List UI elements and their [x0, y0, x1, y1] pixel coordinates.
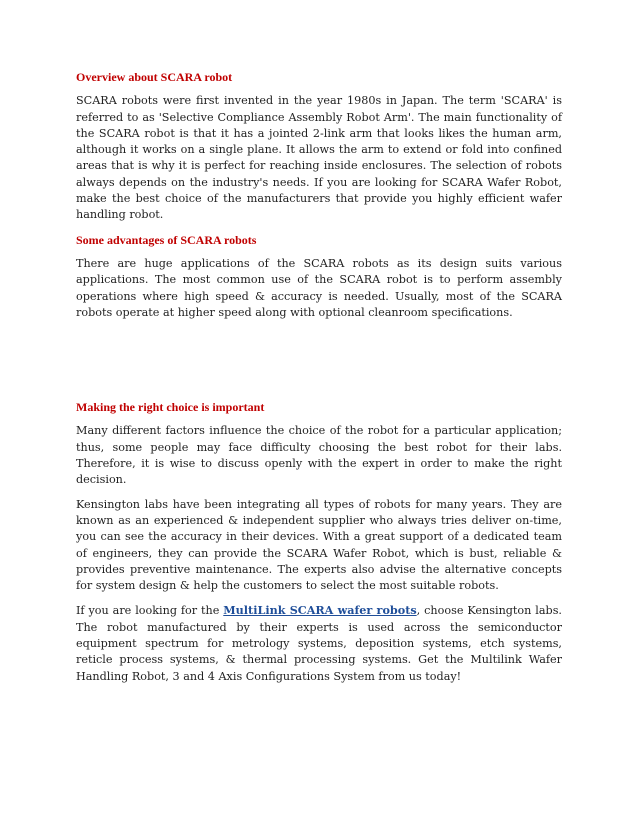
paragraph-multilink-after: , choose Kensington labs. The robot manufactured by their experts is used across the semiconductor equipment spectrum for metrology systems, deposition systems, etch systems, reticle process systems, & thermal processing systems. Get the Multilink Wafer Handling Robot, 3 and 4 Axis Configurations System from us today!: [76, 604, 562, 683]
paragraph-overview: SCARA robots were first invented in the year 1980s in Japan. The term 'SCARA' is referred to as 'Selective Compliance Assembly Robot Arm'. The main functionality of the SCARA robot is that it has a jointed 2-link arm that looks likes the human arm, although it works on a single plane. It allows the arm to extend or fold into confined areas that is why it is perfect for reaching inside enclosures. The selection of robots always depends on the industry's needs. If you are looking for SCARA Wafer Robot, make the best choice of the manufacturers that provide you highly efficient wafer handling robot.: [76, 94, 562, 222]
paragraph-multilink-before: If you are looking for the: [76, 604, 224, 618]
paragraph-factors: Many different factors influence the choice of the robot for a particular application; thus, some people may face difficulty choosing the best robot for their labs. Therefore, it is wise to discuss openly with the expert in order to make the right decision.: [76, 424, 562, 487]
paragraph-advantages: There are huge applications of the SCARA robots as its design suits various applications. The most common use of the SCARA robot is to perform assembly operations where high speed & accuracy is needed. Usually, most of the SCARA robots operate at higher speed along with optional cleanroom specifications.: [76, 256, 562, 319]
section-heading-right-choice: Making the right choice is important: [76, 400, 265, 415]
paragraph-kensington: Kensington labs have been integrating all types of robots for many years. They are known as an experienced & independent supplier who always tries deliver on-time, you can see the accuracy in their devices. With a great support of a dedicated team of engineers, they can provide the SCARA Wafer Robot, which is bust, reliable & provides preventive maintenance. The experts also advise the alternative concepts for system design & help the customers to select the most suitable robots.: [76, 497, 562, 593]
section-heading-overview: Overview about SCARA robot: [76, 70, 233, 84]
paragraph-multilink: [76, 602, 562, 684]
section-heading-advantages: Some advantages of SCARA robots: [76, 232, 257, 247]
blank-space: [76, 329, 562, 399]
multilink-scara-link[interactable]: MultiLink SCARA wafer robots: [223, 603, 417, 618]
document-page: [76, 69, 562, 693]
